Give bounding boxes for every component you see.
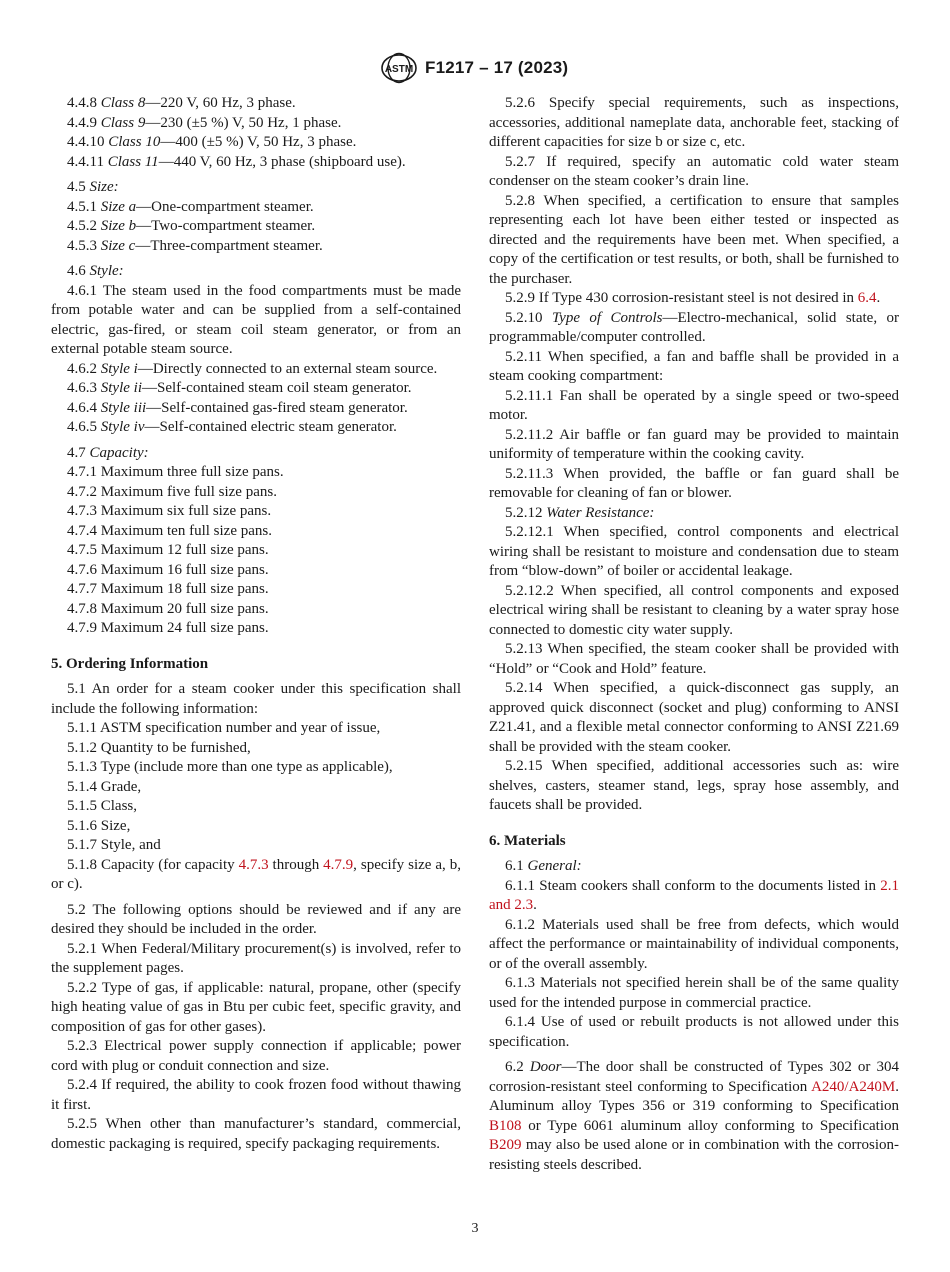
para-5-2-12-1: 5.2.12.1 When specified, control components and electrical wiring shall be resistant to moisture and condensation due to steam from “blow-down” of boiler or accidental leakage.: [489, 524, 899, 579]
para-5-2-10: 5.2.10 Type of Controls—Electro-mechanical, solid state, or programmable/computer controlled.: [489, 309, 900, 345]
para-4-5-1: 4.5.1 Size a—One-compartment steamer.: [67, 198, 314, 215]
para-5-2-1: 5.2.1 When Federal/Military procurement(s) is involved, refer to the supplement pages.: [51, 940, 461, 976]
page-number: 3: [471, 1221, 479, 1236]
section-heading-ordering: 5. Ordering Information: [51, 655, 209, 672]
para-5-2-11-3: 5.2.11.3 When provided, the baffle or fan guard shall be removable for cleaning of fan or blower.: [489, 465, 899, 501]
para-4-4-10: 4.4.10 Class 10—400 (±5 %) V, 50 Hz, 3 phase.: [67, 134, 357, 150]
para-5-2-7: 5.2.7 If required, specify an automatic cold water steam condenser on the steam cooker’s drain line.: [489, 153, 900, 189]
para-5-1: 5.1 An order for a steam cooker under this specification shall include the following information:: [51, 681, 461, 717]
para-5-2-11: 5.2.11 When specified, a fan and baffle shall be provided in a steam cooking compartment:: [489, 348, 900, 384]
para-6-1-3: 6.1.3 Materials not specified herein shall be of the same quality used for the intended purpose in commercial practice.: [489, 975, 899, 1011]
list-item: 5.1.5 Class,: [67, 798, 138, 814]
link-6-4[interactable]: 6.4: [857, 290, 877, 306]
para-6-1: 6.1 General:: [505, 858, 582, 874]
para-6-1-2: 6.1.2 Materials used shall be free from defects, which would affect the performance or maintainability of individual components, or of the overall assembly.: [489, 916, 899, 972]
para-5-2-2: 5.2.2 Type of gas, if applicable: natural, propane, other (specify high heating value of gas in Btu per cubic feet, specific gravity, and composition of gas for other gases).: [51, 979, 461, 1035]
list-item: 4.7.9 Maximum 24 full size pans.: [67, 620, 269, 636]
link-2-1-and-2-3[interactable]: 2.1 and 2.3: [489, 877, 899, 913]
para-6-1-1: 6.1.1 Steam cookers shall conform to the documents listed in 2.1 and 2.3.: [489, 877, 899, 913]
list-item: 4.7.2 Maximum five full size pans.: [67, 483, 277, 500]
para-4-4-8: 4.4.8 Class 8—220 V, 60 Hz, 3 phase.: [67, 95, 296, 111]
right-column: [489, 94, 899, 1175]
list-item: 4.7.6 Maximum 16 full size pans.: [67, 561, 269, 578]
left-column: [51, 94, 461, 1154]
link-4-7-3[interactable]: 4.7.3: [238, 856, 269, 873]
list-item: 5.1.6 Size,: [67, 817, 131, 834]
list-item: 4.7.5 Maximum 12 full size pans.: [67, 542, 269, 558]
list-item: 4.7.8 Maximum 20 full size pans.: [67, 600, 269, 617]
para-4-4-11: 4.4.11 Class 11—440 V, 60 Hz, 3 phase (shipboard use).: [67, 153, 406, 170]
para-5-2-5: 5.2.5 When other than manufacturer’s standard, commercial, domestic packaging is required, specify packaging requirements.: [51, 1116, 461, 1152]
list-item: 4.7.4 Maximum ten full size pans.: [67, 522, 272, 539]
list-item: 5.1.7 Style, and: [67, 837, 161, 853]
para-5-2-11-1: 5.2.11.1 Fan shall be operated by a single speed or two-speed motor.: [489, 387, 899, 423]
para-5-2-15: 5.2.15 When specified, additional accessories such as: wire shelves, casters, steamer stand, legs, spray hose assembly, and faucets shall be provided.: [489, 758, 900, 813]
para-5-2-9: 5.2.9 If Type 430 corrosion-resistant steel is not desired in 6.4.: [505, 290, 881, 306]
para-5-2-4: 5.2.4 If required, the ability to cook frozen food without thawing it first.: [51, 1077, 462, 1113]
para-5-1-8: 5.1.8 Capacity (for capacity 4.7.3 through 4.7.9, specify size a, b, or c).: [51, 856, 462, 892]
para-4-6: 4.6 Style:: [67, 263, 124, 279]
para-4-5-3: 4.5.3 Size c—Three-compartment steamer.: [67, 237, 323, 254]
para-5-2-11-2: 5.2.11.2 Air baffle or fan guard may be provided to maintain uniformity of temperature within the cooking cavity.: [489, 426, 899, 462]
para-4-6-2: 4.6.2 Style i—Directly connected to an external steam source.: [67, 360, 438, 377]
para-4-5: 4.5 Size:: [67, 179, 119, 195]
para-5-2-8: 5.2.8 When specified, a certification to ensure that samples representing each lot have been either tested or inspected as directed and the requirements have been met. When specified, a copy of the certification or test results, or both, shall be furnished to the purchaser.: [489, 192, 899, 287]
para-5-2-12-2: 5.2.12.2 When specified, all control components and exposed electrical wiring shall be resistant to cleaning by a water spray hose connected to domestic city water supply.: [489, 582, 899, 638]
astm-logo-icon: [380, 52, 418, 84]
list-item: 5.1.1 ASTM specification number and year of issue,: [67, 720, 381, 736]
para-5-2-13: 5.2.13 When specified, the steam cooker shall be provided with “Hold” or “Cook and Hold” feature.: [489, 641, 899, 677]
list-item: 5.1.2 Quantity to be furnished,: [67, 739, 251, 756]
list-item: 4.7.3 Maximum six full size pans.: [67, 503, 272, 519]
list-item: 5.1.3 Type (include more than one type as applicable),: [67, 759, 393, 775]
link-4-7-9[interactable]: 4.7.9: [323, 856, 354, 873]
link-a240[interactable]: A240/A240M: [811, 1078, 896, 1095]
para-6-2: 6.2 Door—The door shall be constructed of Types 302 or 304 corrosion-resistant steel conforming to Specification A240/A240M. Aluminum alloy Types 356 or 319 conforming to Specification B108 or Type 6061 aluminum alloy conforming to Specification B209 may also be used alone or in combination with the corrosion-resisting steels described.: [489, 1059, 900, 1173]
link-b108[interactable]: B108: [489, 1117, 522, 1134]
para-5-2-3: 5.2.3 Electrical power supply connection if applicable; power cord with plug or conduit connection and size.: [51, 1038, 461, 1074]
list-item: 5.1.4 Grade,: [67, 778, 142, 795]
list-item: 4.7.1 Maximum three full size pans.: [67, 464, 284, 480]
section-heading-materials: 6. Materials: [489, 832, 566, 849]
para-5-2-14: 5.2.14 When specified, a quick-disconnect gas supply, an approved quick disconnect (socket and plug) conforming to ANSI Z21.41, and a flexible metal connector conforming to ANSI Z21.69 shall be provided with the steam cooker.: [489, 680, 899, 755]
para-4-6-4: 4.6.4 Style iii—Self-contained gas-fired steam generator.: [67, 399, 408, 416]
para-6-1-4: 6.1.4 Use of used or rebuilt products is not allowed under this specification.: [489, 1014, 900, 1050]
para-5-2: 5.2 The following options should be reviewed and if any are desired they should be included in the order.: [51, 901, 461, 937]
para-4-6-5: 4.6.5 Style iv—Self-contained electric steam generator.: [67, 419, 397, 435]
para-5-2-12: 5.2.12 Water Resistance:: [505, 504, 655, 521]
link-b209[interactable]: B209: [489, 1137, 522, 1153]
para-4-6-1: 4.6.1 The steam used in the food compartments must be made from potable water and can be supplied from a self-contained electric, gas-fired, or steam coil steam generator, or from an external potable steam source.: [51, 282, 461, 357]
logo-text: ASTM: [384, 64, 414, 75]
document-id: F1217 – 17 (2023): [425, 58, 569, 77]
para-4-4-9: 4.4.9 Class 9—230 (±5 %) V, 50 Hz, 1 phase.: [67, 114, 342, 131]
list-item: 4.7.7 Maximum 18 full size pans.: [67, 581, 269, 597]
para-4-5-2: 4.5.2 Size b—Two-compartment steamer.: [67, 218, 316, 234]
para-5-2-6: 5.2.6 Specify special requirements, such as inspections, accessories, additional nameplate data, anchorable feet, stacking of different capacities for size b or size c, etc.: [489, 95, 899, 150]
para-4-6-3: 4.6.3 Style ii—Self-contained steam coil steam generator.: [67, 380, 412, 396]
para-4-7: 4.7 Capacity:: [67, 444, 149, 461]
page-header: [0, 52, 950, 86]
